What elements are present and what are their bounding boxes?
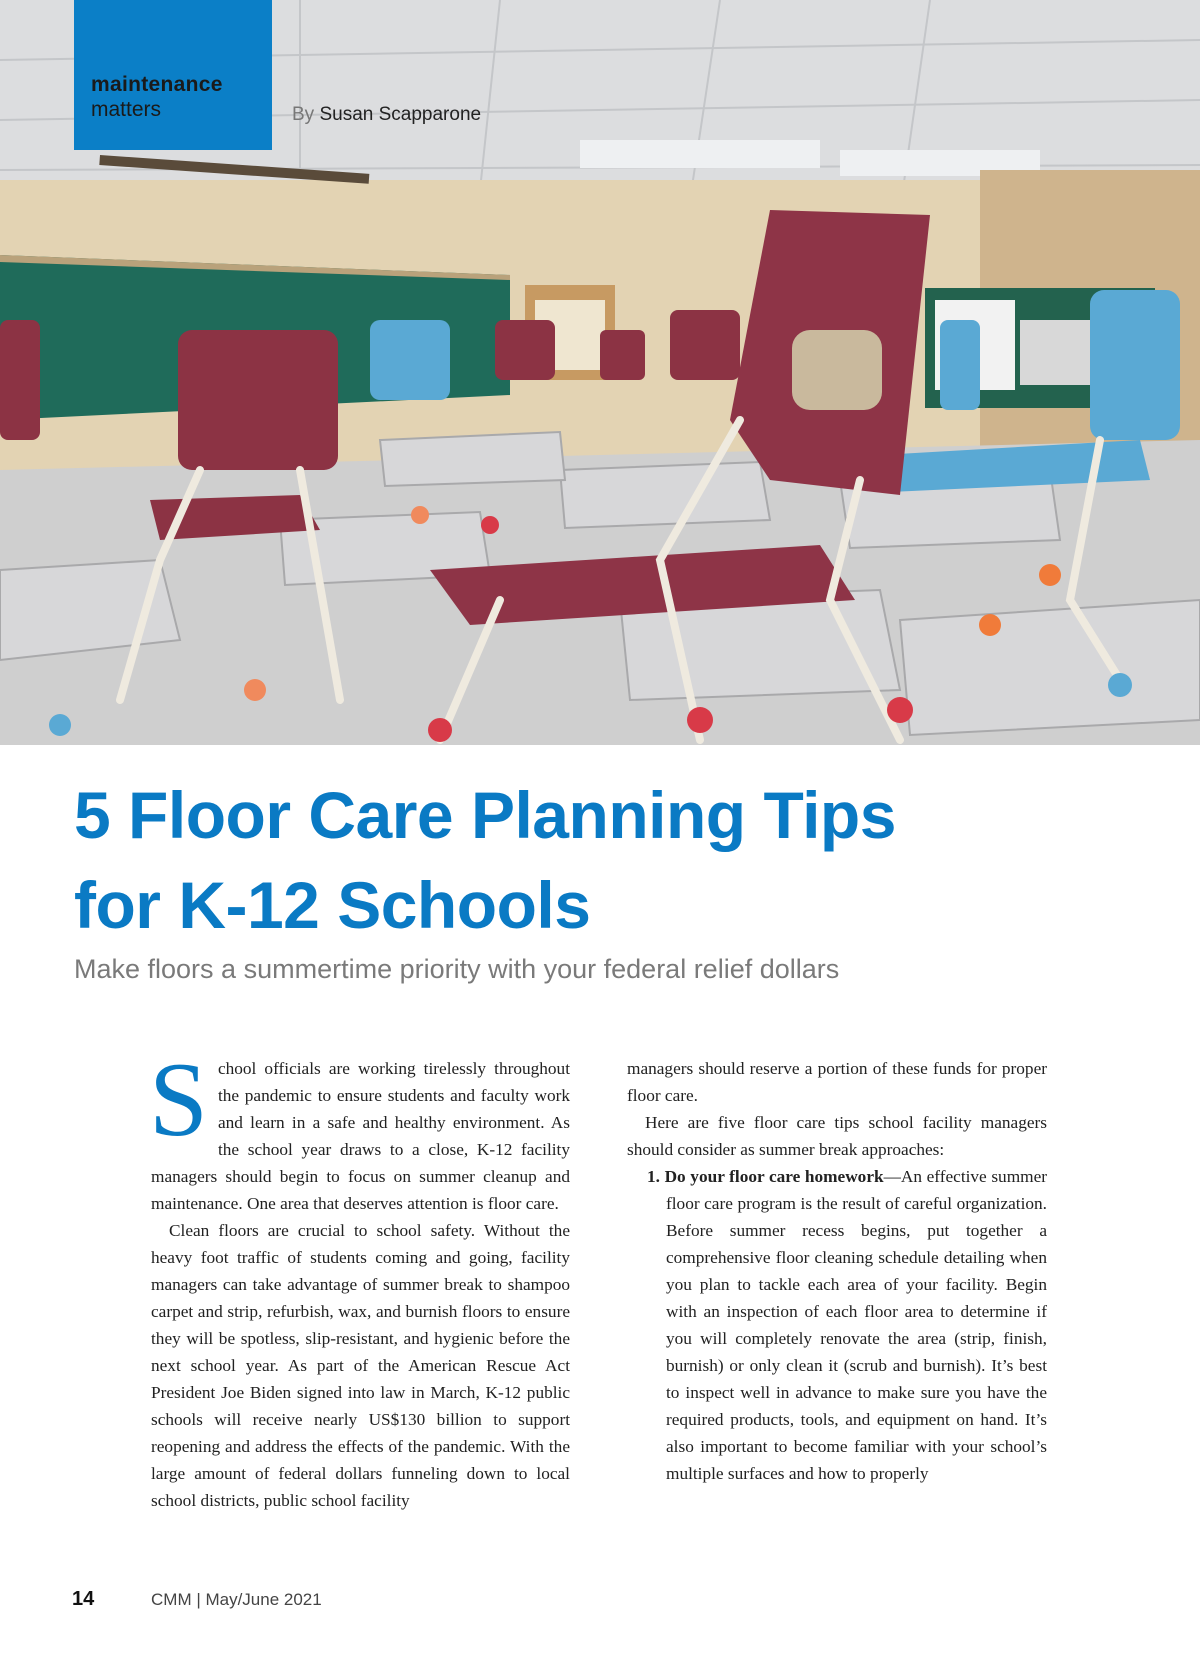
- body-paragraph: Clean floors are crucial to school safety. Without the heavy foot traffic of students coming and going, facility managers can take advantage of summer break to shampoo carpet and strip, refurbish, wax, and burnish floors to ensure they will be spotless, slip-resistant, and hygienic before the next school year. As part of the American Rescue Act President Joe Biden signed into law in March, K-12 public schools will receive nearly US$130 billion to support reopening and address the effects of the pandemic. With the large amount of federal dollars funneling down to local school districts, public school facility: [151, 1221, 570, 1510]
- article-title-line2: for K-12 Schools: [74, 868, 591, 942]
- section-tag-line2: matters: [91, 98, 162, 121]
- body-column-right: [627, 1055, 1047, 1487]
- article-title-line1: 5 Floor Care Planning Tips: [74, 778, 896, 852]
- publication-footer: CMM | May/June 2021: [151, 1590, 322, 1609]
- byline-author: Susan Scapparone: [319, 104, 482, 125]
- article-title: [74, 770, 1154, 950]
- section-tag: [74, 0, 272, 150]
- tip-heading: Do your floor care homework: [664, 1167, 884, 1186]
- body-column-left: [149, 1041, 570, 1514]
- article-subtitle: Make floors a summertime priority with your federal relief dollars: [74, 954, 840, 984]
- tip-item-1: [627, 1163, 1047, 1487]
- page-number: 14: [72, 1588, 95, 1610]
- tip-text: —An effective summer floor care program is the result of careful organization. Before summer recess begins, put together a comprehensive floor cleaning schedule detailing when you plan to tackle each area of your facility. Begin with an inspection of each floor area to determine if you will completely renovate the area (strip, finish, burnish) or only clean it (scrub and burnish). It’s best to inspect well in advance to make sure you have the required products, tools, and equipment on hand. It’s also important to become familiar with your school’s multiple surfaces and how to properly: [666, 1167, 1048, 1483]
- byline: [292, 104, 481, 126]
- tip-number: 1.: [647, 1167, 660, 1186]
- body-paragraph: [149, 1041, 570, 1217]
- paragraph-text: chool officials are working tirelessly throughout the pandemic to ensure students and faculty work and learn in a safe and healthy environment. As the school year draws to a close, K-12 facility managers should begin to focus on summer cleanup and maintenance. One area that deserves attention is floor care.: [151, 1059, 570, 1213]
- body-paragraph: managers should reserve a portion of these funds for proper floor care.: [627, 1059, 1047, 1105]
- section-tag-line1: maintenance: [91, 73, 223, 96]
- body-paragraph: Here are five floor care tips school facility managers should consider as summer break approaches:: [627, 1113, 1047, 1159]
- byline-prefix: By: [292, 104, 315, 125]
- drop-cap: S: [149, 1041, 208, 1158]
